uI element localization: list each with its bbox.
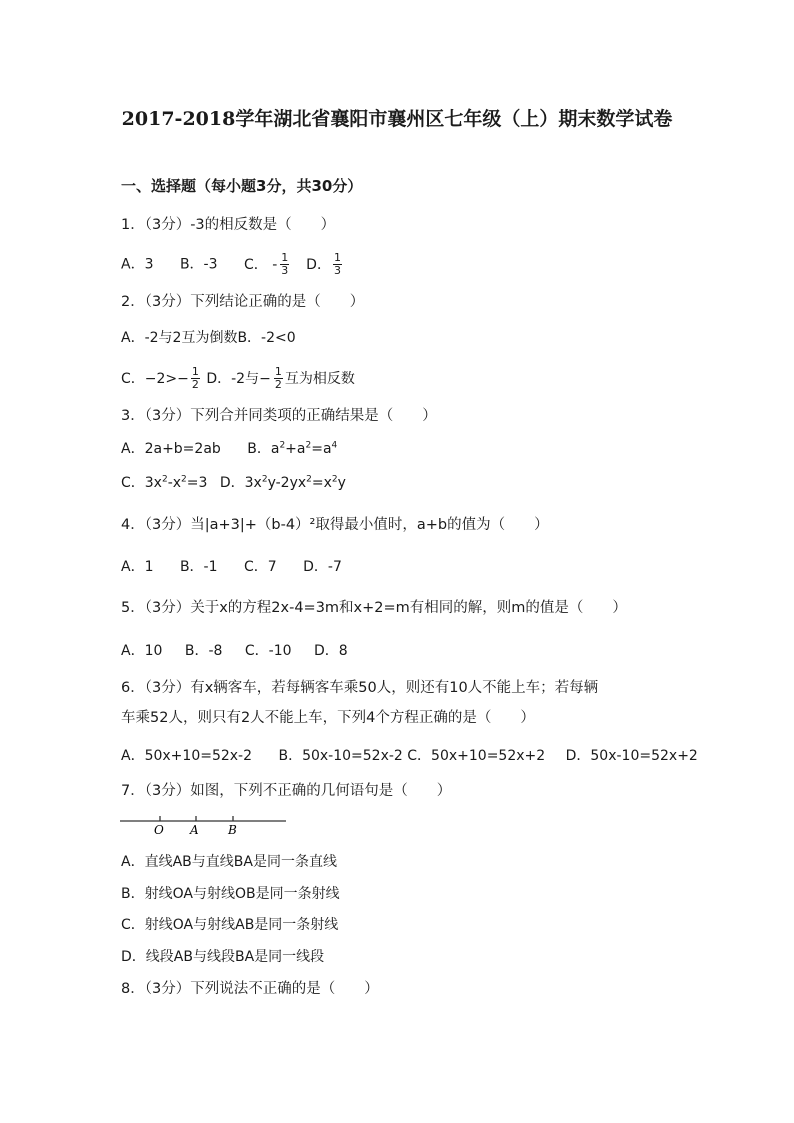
q3-option-b[interactable]: B．$a^2+a^2=a^4$ (247, 440, 338, 457)
q2-options-cd (121, 366, 355, 391)
q5-option-a[interactable]: A．10 (121, 643, 163, 659)
question-1-options (121, 252, 344, 277)
q5-options (121, 640, 348, 660)
q7-option-b[interactable]: B．射线OA与射线OB是同一条射线 (121, 886, 340, 902)
q4-options (121, 556, 342, 576)
q7-option-d[interactable]: D．线段AB与线段BA是同一线段 (121, 949, 325, 965)
q3-option-c[interactable]: C．$3x^2-x^2=3$ (121, 474, 208, 491)
q4-option-a[interactable]: A．1 (121, 559, 154, 575)
q6-option-b[interactable]: B．50x-10=52x-2 (278, 748, 403, 764)
question-1-stem: 1．（3分）-3的相反数是（ ） (121, 217, 336, 233)
section-heading: 一、选择题（每小题3分，共30分） (121, 177, 363, 195)
q1-option-b[interactable]: B．-3 (179, 256, 218, 273)
question-4-stem: 4．（3分）当|a+3|+（b-4）²取得最小值时，a+b的值为（ ） (121, 517, 549, 533)
q1-option-d[interactable]: D． $\frac{1}{3}$ (306, 251, 341, 277)
question-6-stem-line2: 车乘52人，则只有2人不能上车，下列4个方程正确的是（ ） (121, 710, 535, 726)
fraction: $\frac{1}{2}$ (274, 365, 282, 391)
q2-option-d[interactable]: D．-2与− $\frac{1}{2}$ 互为相反数 (206, 365, 355, 391)
question-6-stem-line1: 6．（3分）有x辆客车，若每辆客车乘50人，则还有10人不能上车；若每辆 (121, 680, 599, 696)
q5-option-d[interactable]: D．8 (314, 643, 348, 659)
q1-option-a[interactable]: A．3 (121, 256, 154, 273)
q3-options-ab (121, 438, 337, 458)
q6-option-c[interactable]: C．50x+10=52x+2 (407, 748, 546, 764)
question-7-stem: 7．（3分）如图，下列不正确的几何语句是（ ） (121, 783, 452, 799)
point-o-label: O (154, 823, 164, 837)
q2-option-c[interactable]: C．−2>− $\frac{1}{2}$ (121, 365, 199, 391)
fraction: $\frac{1}{2}$ (191, 365, 199, 391)
q3-option-d[interactable]: D．$3x^2y-2yx^2=x^2y$ (219, 474, 346, 491)
page-title: 2017-2018学年湖北省襄阳市襄州区七年级（上）期末数学试卷 (121, 108, 673, 130)
point-b-label: B (228, 823, 237, 837)
q5-option-c[interactable]: C．-10 (244, 643, 292, 659)
question-8-stem: 8．（3分）下列说法不正确的是（ ） (121, 981, 379, 997)
q3-options-cd (121, 472, 346, 492)
question-5-stem: 5．（3分）关于x的方程2x-4=3m和x+2=m有相同的解，则m的值是（ ） (121, 600, 627, 616)
question-2-stem: 2．（3分）下列结论正确的是（ ） (121, 294, 365, 310)
fraction: $\frac{1}{3}$ (333, 251, 341, 277)
q7-option-c[interactable]: C．射线OA与射线AB是同一条射线 (121, 917, 339, 933)
q6-options (121, 745, 698, 765)
question-3-stem: 3．（3分）下列合并同类项的正确结果是（ ） (121, 408, 437, 424)
q5-option-b[interactable]: B．-8 (184, 643, 223, 659)
q4-option-b[interactable]: B．-1 (179, 559, 218, 575)
fraction: $\frac{1}{3}$ (281, 251, 289, 277)
q7-option-a[interactable]: A．直线AB与直线BA是同一条直线 (121, 854, 337, 870)
q4-option-d[interactable]: D．-7 (303, 559, 342, 575)
q4-option-c[interactable]: C．7 (243, 559, 277, 575)
q2-options-ab[interactable]: A．-2与2互为倒数B．-2<0 (121, 330, 296, 346)
q6-option-a[interactable]: A．50x+10=52x-2 (121, 748, 253, 764)
q6-option-d[interactable]: D．50x-10=52x+2 (565, 748, 698, 764)
q1-option-c[interactable]: C． - $\frac{1}{3}$ (243, 251, 289, 277)
q3-option-a[interactable]: A．2a+b=2ab (121, 441, 221, 457)
ray-figure (120, 812, 290, 842)
point-a-label: A (190, 823, 199, 837)
